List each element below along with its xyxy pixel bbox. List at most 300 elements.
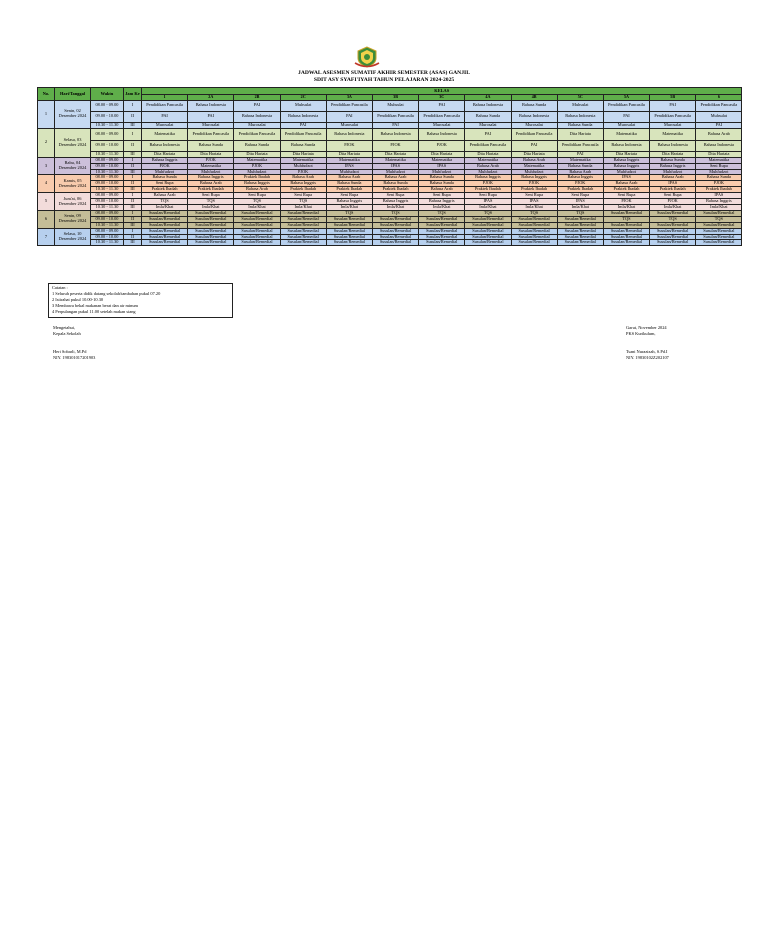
subject-cell: Bahasa Sunda [511,100,557,111]
subject-cell: Bahasa Arab [465,163,511,169]
note-item: 3 Membawa bekal makanan berat dan air minum [52,302,138,308]
subject-cell: Praktek Ibadah [188,187,234,193]
subject-cell: PJOK [142,163,188,169]
slot-period: III [124,222,142,228]
subject-cell: Susulan/Remedial [557,222,603,228]
subject-cell: Matematika [326,157,372,163]
subject-cell: Bahasa Arab [650,175,696,181]
subject-cell: Susulan/Remedial [511,216,557,222]
header-kelas: KELAS [142,88,742,95]
day-date: Selasa, 03 Desember 2024 [55,128,91,157]
header-time: Waktu [91,88,124,101]
subject-cell: PAI [419,100,465,111]
subject-cell: Susulan/Remedial [696,228,742,234]
subject-cell: Seni Rupa [511,193,557,199]
subject-cell: Muhsulat [557,100,603,111]
subject-cell: IPAS [696,193,742,199]
subject-cell: TQS [188,199,234,205]
subject-cell: Pendidikan Pancasila [326,100,372,111]
subject-cell: Pendidikan Pancasila [511,128,557,140]
subject-cell: PJOK [465,181,511,187]
subject-cell: Susulan/Remedial [696,234,742,240]
subject-cell: Praktek Ibadah [557,187,603,193]
header-period: Jam Ke [124,88,142,101]
header-day: Hari/Tanggal [55,88,91,101]
subject-cell: IPAS [557,199,603,205]
subject-cell: Susulan/Remedial [511,228,557,234]
subject-cell: Murosalat [603,122,649,128]
subject-cell: TQS [280,199,326,205]
subject-cell: Pendidikan Pancasila [142,100,188,111]
subject-cell: Dita Hariata [372,151,418,157]
slot-time: 10.30 - 11.30 [91,169,124,175]
subject-cell: Susulan/Remedial [280,228,326,234]
subject-cell: Murosalat [419,122,465,128]
subject-cell: Bahasa Inggris [326,199,372,205]
document-title: JADWAL ASESMEN SUMATIF AKHIR SEMESTER (ASAS) GANJIL [298,70,470,76]
subject-cell: Susulan/Remedial [280,240,326,246]
subject-cell: Dita Hariata [696,151,742,157]
subject-cell: Bahasa Indonesia [326,128,372,140]
slot-period: III [124,187,142,193]
note-item: 1 Seluruh peserta didik datang sekolah/tambahan pukul 07.20 [52,290,161,296]
subject-cell: TQS [234,199,280,205]
subject-cell: Susulan/Remedial [234,228,280,234]
subject-cell: Murosalat [234,122,280,128]
subject-cell: Dita Hariata [557,128,603,140]
slot-period: II [124,199,142,205]
slot-period: II [124,216,142,222]
subject-cell: Susulan/Remedial [557,234,603,240]
subject-cell: Bahasa Arab [280,175,326,181]
subject-cell: Bahasa Inggris [557,175,603,181]
subject-cell: Susulan/Remedial [465,228,511,234]
subject-cell: Muhfudzot [650,169,696,175]
subject-cell: Bahasa Sunda [326,181,372,187]
subject-cell: Praktek Ibadah [465,187,511,193]
day-date: Jum'at, 06 Desember 2024 [55,193,91,211]
subject-cell: Bahasa Indonesia [696,140,742,151]
subject-cell: Susulan/Remedial [142,240,188,246]
subject-cell: Bahasa Inggris [696,199,742,205]
subject-cell: PJOK [419,140,465,151]
subject-cell: Murosalat [188,122,234,128]
subject-cell: Muhfudzot [326,169,372,175]
subject-cell: PJOK [280,169,326,175]
slot-period: II [124,163,142,169]
subject-cell: Bahasa Arab [234,187,280,193]
subject-cell: Susulan/Remedial [280,210,326,216]
day-number: 6 [38,210,55,228]
subject-cell: Susulan/Remedial [465,222,511,228]
subject-cell: Susulan/Remedial [603,210,649,216]
subject-cell: PJOK [511,181,557,187]
subject-cell: Seni Rupa [603,193,649,199]
subject-cell: Murosalat [511,122,557,128]
subject-cell: PAI [603,111,649,122]
subject-cell: Praktek Ibadah [326,187,372,193]
note-item: 2 Istirahat pukul 10.00-10.30 [52,296,104,302]
header-class-5a: 5A [603,95,649,101]
slot-time: 09.00 - 10.00 [91,140,124,151]
header-class-2a: 2A [188,95,234,101]
subject-cell: Imla/Khat [650,204,696,210]
subject-cell: TQS [511,210,557,216]
slot-period: I [124,193,142,199]
subject-cell: Susulan/Remedial [557,240,603,246]
subject-cell: Susulan/Remedial [465,216,511,222]
subject-cell: Susulan/Remedial [142,210,188,216]
slot-period: III [124,122,142,128]
subject-cell: IPAS [511,199,557,205]
exam-schedule-table [37,87,742,246]
subject-cell: Muhfudzot [142,169,188,175]
subject-cell: Susulan/Remedial [142,216,188,222]
subject-cell: Susulan/Remedial [603,240,649,246]
subject-cell: Susulan/Remedial [326,240,372,246]
table-row [38,140,742,151]
subject-cell: Murosalat [465,122,511,128]
subject-cell: PAI [465,128,511,140]
subject-cell: Pendidikan Pancasila [603,100,649,111]
subject-cell: Bahasa Sunda [419,175,465,181]
subject-cell: Bahasa Inggris [465,175,511,181]
signature-left [53,325,95,361]
subject-cell: Muhfudzot [511,169,557,175]
slot-period: II [124,111,142,122]
subject-cell: Matematika [419,157,465,163]
subject-cell: Susulan/Remedial [419,240,465,246]
subject-cell: Susulan/Remedial [511,222,557,228]
subject-cell: Bahasa Arab [696,128,742,140]
slot-time: 08.00 - 09.00 [91,100,124,111]
subject-cell: Bahasa Indonesia [511,111,557,122]
subject-cell: Muhfudzot [465,169,511,175]
subject-cell: Susulan/Remedial [650,240,696,246]
subject-cell: Imla/Khat [511,204,557,210]
subject-cell: Matematika [234,157,280,163]
subject-cell: Bahasa Indonesia [465,100,511,111]
subject-cell: Bahasa Sunda [650,157,696,163]
subject-cell: Dita Hariata [465,151,511,157]
subject-cell: Matematika [603,128,649,140]
slot-period: I [124,157,142,163]
subject-cell: Susulan/Remedial [650,234,696,240]
day-number: 7 [38,228,55,246]
subject-cell: Dita Hariata [603,151,649,157]
subject-cell: Bahasa Sunda [142,175,188,181]
subject-cell: Susulan/Remedial [326,216,372,222]
subject-cell: TQS [557,210,603,216]
subject-cell: Dita Hariata [188,151,234,157]
subject-cell: Susulan/Remedial [326,228,372,234]
slot-period: I [124,100,142,111]
subject-cell: Susulan/Remedial [188,210,234,216]
subject-cell: Seni Rupa [234,193,280,199]
subject-cell: Pendidikan Pancasila [280,128,326,140]
subject-cell: Susulan/Remedial [696,222,742,228]
school-emblem-icon [353,45,381,69]
slot-period: I [124,128,142,140]
slot-period: I [124,175,142,181]
slot-time: 10.30 - 11.30 [91,222,124,228]
subject-cell: Bahasa Sunda [280,140,326,151]
day-date: Senin, 02 Desember 2024 [55,100,91,128]
subject-cell: Susulan/Remedial [557,216,603,222]
subject-cell: IPAS [419,163,465,169]
subject-cell: Bahasa Inggris [234,181,280,187]
subject-cell: Pendidikan Pancasila [419,111,465,122]
subject-cell: PAI [511,140,557,151]
subject-cell: PJOK [372,140,418,151]
subject-cell: Susulan/Remedial [650,210,696,216]
subject-cell: Bahasa Inggris [603,163,649,169]
table-row [38,240,742,246]
subject-cell: Seni Rupa [326,193,372,199]
header-class-4a: 4A [465,95,511,101]
table-row [38,128,742,140]
header-class-5b: 5B [650,95,696,101]
slot-period: II [124,140,142,151]
subject-cell: Pendidikan Pancasila [696,100,742,111]
subject-cell: Muhfudzot [280,163,326,169]
subject-cell: Bahasa Indonesia [603,140,649,151]
header-class-3c: 3C [419,95,465,101]
subject-cell: Muhfudzot [603,169,649,175]
slot-time: 09.00 - 10.00 [91,216,124,222]
subject-cell: Matematika [280,157,326,163]
sig-right-line1: Garut, November 2024 [626,325,667,330]
subject-cell: Bahasa Sunda [465,111,511,122]
subject-cell: Muhfudzot [696,169,742,175]
subject-cell: Susulan/Remedial [188,228,234,234]
subject-cell: PAI [188,111,234,122]
subject-cell: Susulan/Remedial [234,222,280,228]
subject-cell: Muhsulat [280,100,326,111]
subject-cell: Pendidikan Pancasila [188,128,234,140]
slot-time: 09.00 - 10.00 [91,163,124,169]
subject-cell: Bahasa Inggris [650,163,696,169]
subject-cell: TQS [372,210,418,216]
header-class-1: 1 [142,95,188,101]
slot-time: 08.00 - 09.00 [91,128,124,140]
subject-cell: Seni Rupa [465,193,511,199]
subject-cell: PAI [372,122,418,128]
subject-cell: Seni Rupa [142,181,188,187]
subject-cell: Seni Rupa [557,193,603,199]
subject-cell: PJOK [603,199,649,205]
subject-cell: Susulan/Remedial [372,216,418,222]
subject-cell: Susulan/Remedial [419,222,465,228]
slot-period: II [124,181,142,187]
subject-cell: Bahasa Inggris [280,181,326,187]
header-class-5c: 5C [557,95,603,101]
subject-cell: Susulan/Remedial [372,234,418,240]
note-item: 4 Perpulangan pukul 11.00 setelah makan siang [52,308,136,314]
subject-cell: Susulan/Remedial [650,222,696,228]
subject-cell: Bahasa Sunda [234,140,280,151]
subject-cell: Bahasa Arab [188,181,234,187]
subject-cell: PAI [696,122,742,128]
subject-cell: PJOK [650,199,696,205]
subject-cell: PJOK [188,157,234,163]
subject-cell: Susulan/Remedial [603,222,649,228]
slot-time: 08.00 - 09.00 [91,228,124,234]
subject-cell: Praktek Ibadah [603,187,649,193]
day-date: Rabu, 04 Desember 2024 [55,157,91,175]
subject-cell: Bahasa Arab [603,181,649,187]
subject-cell: Susulan/Remedial [188,216,234,222]
slot-time: 09.00 - 10.00 [91,199,124,205]
subject-cell: Praktek Ibadah [511,187,557,193]
subject-cell: Susulan/Remedial [650,228,696,234]
subject-cell: Muhsulat [696,111,742,122]
subject-cell: Susulan/Remedial [142,234,188,240]
subject-cell: Bahasa Inggris [372,199,418,205]
subject-cell: Muhfudzot [372,169,418,175]
notes-title: Catatan : [52,285,68,290]
subject-cell: TQS [142,199,188,205]
table-row [38,111,742,122]
subject-cell: Bahasa Sunda [696,175,742,181]
slot-time: 08.00 - 09.00 [91,210,124,216]
subject-cell: Matematika [142,128,188,140]
day-number: 3 [38,157,55,175]
subject-cell: Susulan/Remedial [372,228,418,234]
subject-cell: Imla/Khat [372,204,418,210]
subject-cell: Praktek Ibadah [696,187,742,193]
subject-cell: Bahasa Inggris [142,157,188,163]
subject-cell: Dita Hariata [511,151,557,157]
subject-cell: Imla/Khat [326,204,372,210]
subject-cell: Matematika [696,157,742,163]
slot-time: 10.30 - 11.30 [91,122,124,128]
signature-right [626,325,669,361]
subject-cell: Bahasa Arab [326,175,372,181]
slot-time: 10.30 - 11.30 [91,240,124,246]
day-date: Selasa, 10 Desember 2024 [55,228,91,246]
subject-cell: TQS [696,216,742,222]
subject-cell: Praktek Ibadah [234,175,280,181]
subject-cell: Pendidikan Pancasila [650,111,696,122]
subject-cell: TQS [650,216,696,222]
subject-cell: PJOK [234,163,280,169]
slot-time: 08.00 - 09.00 [91,193,124,199]
subject-cell: Bahasa Arab [557,169,603,175]
subject-cell: Muhfudzot [234,169,280,175]
subject-cell: Imla/Khat [419,204,465,210]
subject-cell: PJOK [326,140,372,151]
subject-cell: Susulan/Remedial [188,222,234,228]
subject-cell: Pendidikan Pancasila [557,140,603,151]
subject-cell: Matematika [650,128,696,140]
subject-cell: IPAS [372,163,418,169]
subject-cell: Matematika [372,157,418,163]
sig-left-line2: Kepala Sekolah [53,331,81,336]
subject-cell: Bahasa Sunda [557,122,603,128]
subject-cell: Susulan/Remedial [419,216,465,222]
subject-cell: PAI [280,122,326,128]
subject-cell: Susulan/Remedial [142,222,188,228]
subject-cell: Susulan/Remedial [465,234,511,240]
subject-cell: Bahasa Inggris [419,199,465,205]
subject-cell: Susulan/Remedial [280,234,326,240]
sig-right-line2: PKS Kurikulum, [626,331,656,336]
day-number: 2 [38,128,55,157]
slot-time: 09.00 - 10.00 [91,234,124,240]
subject-cell: Imla/Khat [188,204,234,210]
subject-cell: IPAS [465,199,511,205]
subject-cell: Seni Rupa [419,193,465,199]
subject-cell: Susulan/Remedial [696,210,742,216]
subject-cell: Imla/Khat [234,204,280,210]
subject-cell: Bahasa Sunda [419,181,465,187]
subject-cell: Imla/Khat [696,204,742,210]
subject-cell: Susulan/Remedial [188,240,234,246]
subject-cell: Susulan/Remedial [280,222,326,228]
header-class-4b: 4B [511,95,557,101]
header-no: No. [38,88,55,101]
subject-cell: Imla/Khat [603,204,649,210]
header-class-6: 6 [696,95,742,101]
subject-cell: PAI [326,111,372,122]
subject-cell: Dita Hariata [280,151,326,157]
subject-cell: Susulan/Remedial [234,240,280,246]
subject-cell: Bahasa Inggris [188,175,234,181]
subject-cell: Susulan/Remedial [142,228,188,234]
subject-cell: Bahasa Arab [142,193,188,199]
subject-cell: Pendidikan Pancasila [465,140,511,151]
subject-cell: Bahasa Indonesia [650,140,696,151]
subject-cell: PJOK [557,181,603,187]
subject-cell: PAI [650,100,696,111]
subject-cell: Bahasa Arab [419,187,465,193]
subject-cell: Seni Rupa [372,193,418,199]
slot-time: 09.00 - 10.00 [91,111,124,122]
subject-cell: Susulan/Remedial [557,228,603,234]
subject-cell: Imla/Khat [280,204,326,210]
subject-cell: Seni Rupa [696,163,742,169]
subject-cell: Bahasa Indonesia [372,128,418,140]
subject-cell: Susulan/Remedial [234,210,280,216]
subject-cell: IPAS [326,163,372,169]
subject-cell: PAI [142,111,188,122]
subject-cell: Dita Hariata [142,151,188,157]
day-number: 4 [38,175,55,193]
subject-cell: Susulan/Remedial [234,216,280,222]
header-class-2c: 2C [280,95,326,101]
subject-cell: Susulan/Remedial [326,222,372,228]
slot-time: 09.00 - 10.00 [91,181,124,187]
subject-cell: Murosalat [650,122,696,128]
subject-cell: Susulan/Remedial [234,234,280,240]
subject-cell: Matematika [188,163,234,169]
slot-period: III [124,204,142,210]
subject-cell: Susulan/Remedial [372,222,418,228]
subject-cell: Praktek Ibadah [372,187,418,193]
slot-period: II [124,234,142,240]
slot-time: 10.30 - 11.30 [91,204,124,210]
subject-cell: Susulan/Remedial [280,216,326,222]
subject-cell: Susulan/Remedial [696,240,742,246]
header-class-2b: 2B [234,95,280,101]
subject-cell: Bahasa Inggris [511,175,557,181]
subject-cell: Bahasa Sunda [188,140,234,151]
sig-left-name: Heri Sobarli, M.Pd [53,349,87,354]
subject-cell: Bahasa Sunda [557,163,603,169]
subject-cell: Bahasa Arab [372,175,418,181]
subject-cell: Dita Hariata [326,151,372,157]
